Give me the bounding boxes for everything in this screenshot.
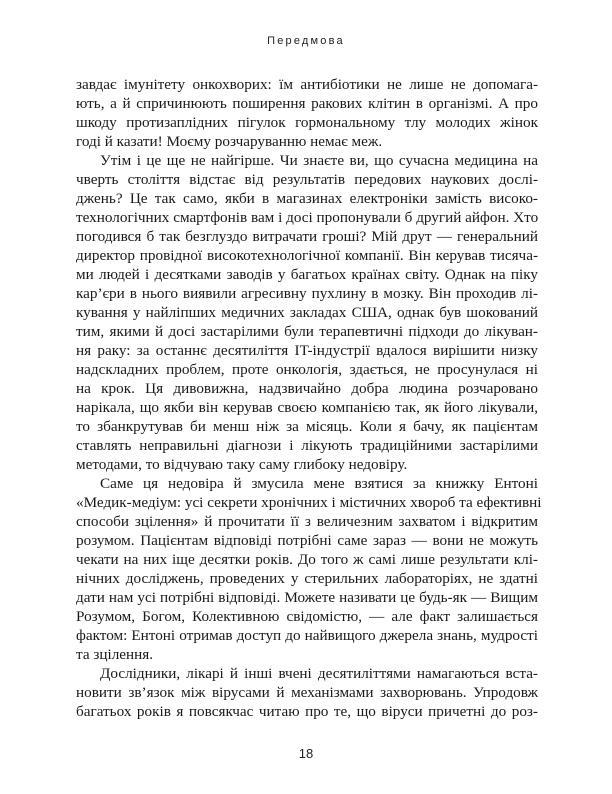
text-line: Дослідники, лікарі й інші вчені десятиліттями намагаються вста-	[100, 665, 538, 682]
text-line: розумом. Пацієнтам відповіді потрібні саме зараз — вони не можуть	[76, 532, 538, 549]
text-line: завдає імунітету онкохворих: їм антибіотики не лише не допомага-	[76, 76, 538, 93]
text-line: кар’єри в нього виявили агресивну пухлину в мозку. Він проходив лі-	[76, 285, 538, 302]
text-line: ставлять неправильні діагнози і лікують традиційними застарілими	[76, 437, 538, 454]
text-line: Розумом, Богом, Колективною свідомістю, — але факт залишається	[76, 608, 538, 625]
text-line: фактом: Ентоні отримав доступ до найвищого джерела знань, мудрості	[76, 627, 538, 644]
text-line: Утім і це ще не найгірше. Чи знаєте ви, що сучасна медицина на	[100, 152, 538, 169]
body-text	[76, 75, 542, 721]
text-line: годі й казати! Моєму розчаруванню немає меж.	[76, 133, 383, 150]
text-line: тим, якими й досі застарілими були терапевтичні підходи до лікуван-	[76, 323, 538, 340]
text-line: та зцілення.	[76, 646, 154, 663]
text-line: технологічних смартфонів вам і досі пропонували б другий айфон. Хто	[76, 209, 539, 226]
text-line: багатьох років я повсякчас читаю про те, що віруси причетні до роз-	[76, 703, 538, 720]
text-line: джень? Це так само, якби в магазинах електроніки замість високо-	[76, 190, 538, 207]
text-line: погодився б так безглуздо витрачати гроші? Мій друт — генеральний	[76, 228, 538, 245]
text-line: чверть століття відстає від результатів передових наукових дослі-	[76, 171, 538, 188]
text-line: нічних досліджень, проведених у стерильних лабораторіях, не здатні	[76, 570, 538, 587]
text-line: то збанкрутував би менш ніж за місяць. Коли я бачу, як пацієнтам	[76, 418, 538, 435]
text-line: ня раку: за останнє десятиліття IT-індустрії вдалося вирішити низку	[76, 342, 538, 359]
text-line: способи зцілення» й прочитати її з величезним захватом і відкритим	[76, 513, 538, 530]
text-line: дати нам усі потрібні відповіді. Можете називати це будь-як — Вищим	[76, 589, 538, 606]
paragraph	[76, 75, 538, 151]
text-line: шкоду протизаплідних пігулок гормональному тлу молодих жінок	[76, 114, 538, 131]
text-line: методами, то відчуваю таку саму глибоку недовіру.	[76, 456, 408, 473]
paragraph	[76, 664, 538, 721]
text-line: надскладних проблем, проте онкологія, здається, не просунулася ні	[76, 361, 538, 378]
text-line: ми людей і десятками заводів у багатьох країнах світу. Однак на піку	[76, 266, 538, 283]
text-line: ють, а й спричинюють поширення ракових клітин в організмі. А про	[76, 95, 538, 112]
text-line: чекати на них іще десятки років. До того ж самі лише результати клі-	[76, 551, 538, 568]
text-line: «Медик-медіум: усі секрети хронічних і містичних хвороб та ефективні	[76, 494, 542, 511]
paragraph	[76, 474, 542, 664]
text-line: Саме ця недовіра й змусила мене взятися за книжку Ентоні	[100, 475, 538, 492]
running-header: Передмова	[267, 35, 345, 47]
page-number: 18	[298, 746, 314, 761]
text-line: директор провідної високотехнологічної компанії. Він керував тисяча-	[76, 247, 538, 264]
text-line: нарікала, що якби він керував своєю компанією так, як його лікували,	[76, 399, 538, 416]
text-line: кування у найліпших медичних закладах США, однак був шокований	[76, 304, 538, 321]
text-line: новити зв’язок між вірусами й механізмами захворювань. Упродовж	[76, 684, 538, 701]
text-line: на крок. Ця дивовижна, надзвичайно добра людина розчаровано	[76, 380, 538, 397]
paragraph	[76, 151, 538, 474]
